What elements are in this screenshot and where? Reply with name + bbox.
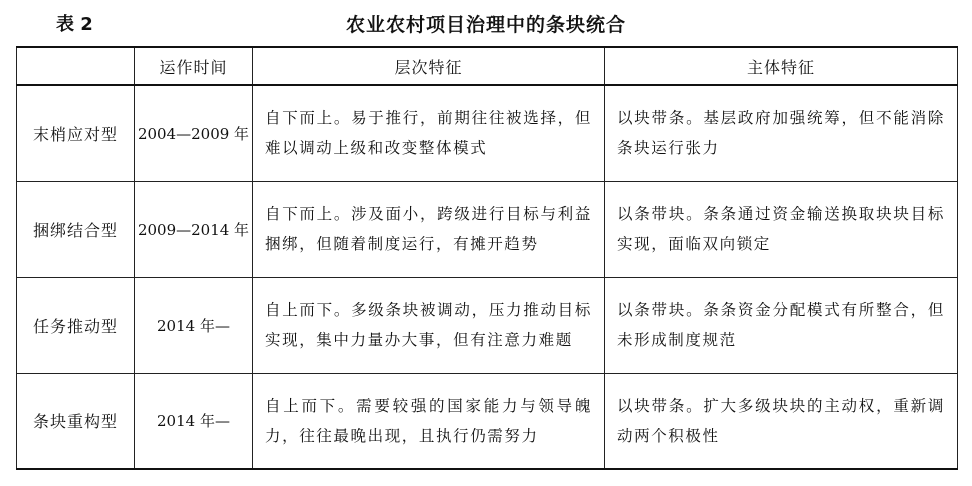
column-header-type: [17, 47, 135, 85]
table-title: 农业农村项目治理中的条块统合: [345, 14, 626, 36]
row-hierarchy: 自下而上。涉及面小，跨级进行目标与利益捆绑，但随着制度运行，有摊开趋势: [253, 181, 605, 277]
row-type: 条块重构型: [17, 373, 135, 469]
table-row: [17, 181, 958, 277]
row-period: 2014 年—: [135, 373, 253, 469]
row-period: 2014 年—: [135, 277, 253, 373]
row-type: 捆绑结合型: [17, 181, 135, 277]
table-row: [17, 277, 958, 373]
column-header-hierarchy: 层次特征: [253, 47, 605, 85]
table-label: 表 2: [56, 14, 93, 35]
column-header-subject: 主体特征: [605, 47, 958, 85]
row-hierarchy: 自上而下。需要较强的国家能力与领导魄力，往往最晚出现，且执行仍需努力: [253, 373, 605, 469]
row-subject: 以条带块。条条资金分配模式有所整合，但未形成制度规范: [605, 277, 958, 373]
row-subject: 以条带块。条条通过资金输送换取块块目标实现，面临双向锁定: [605, 181, 958, 277]
row-period: 2009—2014 年: [135, 181, 253, 277]
table-row: [17, 85, 958, 181]
row-period: 2004—2009 年: [135, 85, 253, 181]
table-header-row: [17, 47, 958, 85]
row-hierarchy: 自上而下。多级条块被调动，压力推动目标实现，集中力量办大事，但有注意力难题: [253, 277, 605, 373]
table-header: [0, 0, 972, 46]
column-header-period: 运作时间: [135, 47, 253, 85]
row-subject: 以块带条。基层政府加强统筹，但不能消除条块运行张力: [605, 85, 958, 181]
row-subject: 以块带条。扩大多级块块的主动权，重新调动两个积极性: [605, 373, 958, 469]
table-row: [17, 373, 958, 469]
row-type: 任务推动型: [17, 277, 135, 373]
row-type: 末梢应对型: [17, 85, 135, 181]
row-hierarchy: 自下而上。易于推行，前期往往被选择，但难以调动上级和改变整体模式: [253, 85, 605, 181]
governance-table: [16, 46, 958, 470]
